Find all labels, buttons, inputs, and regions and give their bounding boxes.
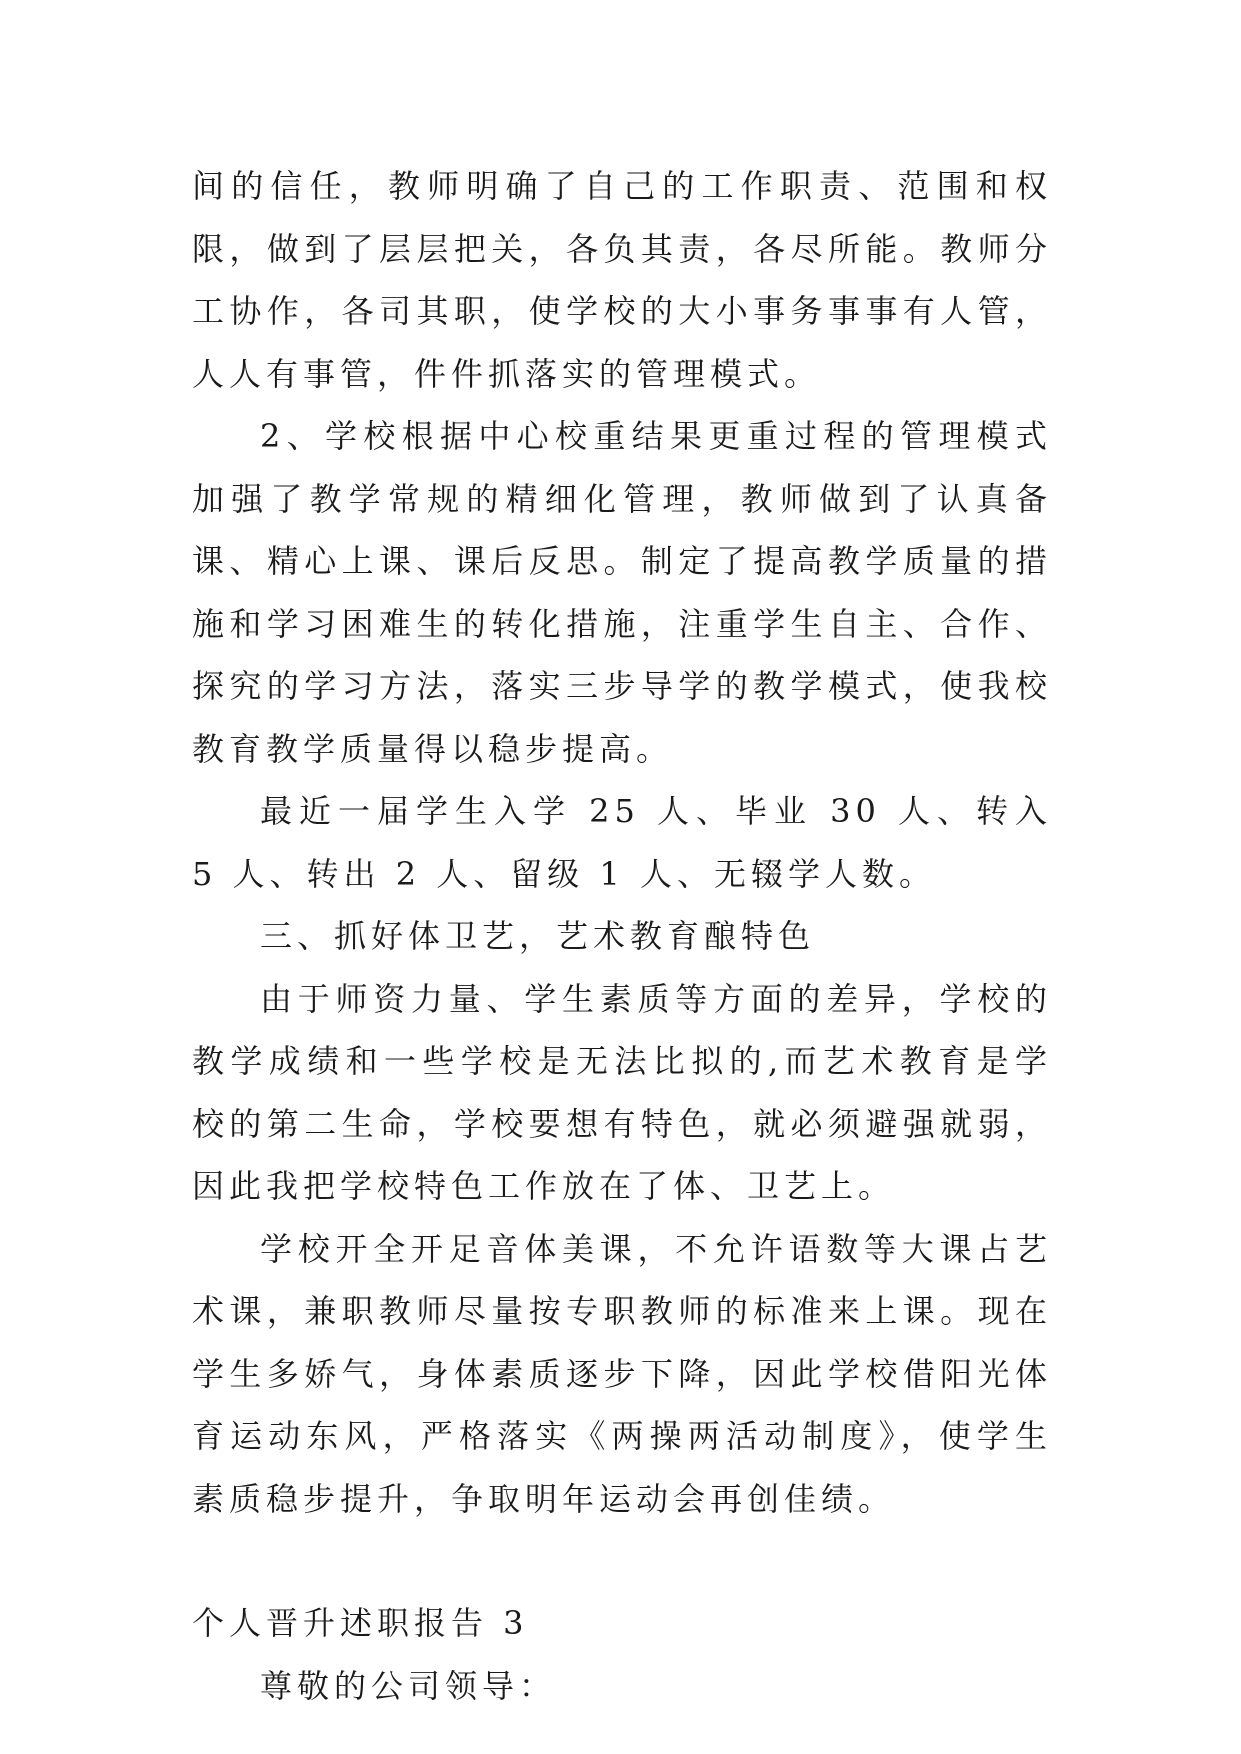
report-title: 个人晋升述职报告 3 <box>192 1604 529 1642</box>
section-heading-arts: 三、抓好体卫艺，艺术教育酿特色 <box>260 917 816 955</box>
spacer <box>192 1530 1052 1592</box>
salutation: 尊敬的公司领导： <box>260 1666 557 1705</box>
paragraph-enrollment-stats: 最近一届学生入学 25 人、毕业 30 人、转入 5 人、转出 2 人、留级 1 人、无辍学人数。 <box>192 792 1052 893</box>
paragraph-arts-feature: 由于师资力量、学生素质等方面的差异，学校的教学成绩和一些学校是无法比拟的,而艺术教育是学校的第二生命，学校要想有特色，就必须避强就弱，因此我把学校特色工作放在了体、卫艺上。 <box>192 979 1052 1205</box>
paragraph-arts-classes: 学校开全开足音体美课，不允许语数等大课占艺术课，兼职教师尽量按专职教师的标准来上课。现在学生多娇气，身体素质逐步下降，因此学校借阳光体育运动东风，严格落实《两操两活动制度》，使学生素质稳步提升，争取明年运动会再创佳绩。 <box>192 1229 1052 1518</box>
paragraph-continuation: 间的信任，教师明确了自己的工作职责、范围和权限，做到了层层把关，各负其责，各尽所能。教师分工协作，各司其职，使学校的大小事务事事有人管，人人有事管，件件抓落实的管理模式。 <box>192 167 1052 393</box>
document-body <box>192 155 1052 1717</box>
paragraph-teaching-routine: 2、学校根据中心校重结果更重过程的管理模式加强了教学常规的精细化管理，教师做到了认真备课、精心上课、课后反思。制定了提高教学质量的措施和学习困难生的转化措施，注重学生自主、合作、探究的学习方法，落实三步导学的教学模式，使我校教育教学质量得以稳步提高。 <box>192 417 1052 768</box>
